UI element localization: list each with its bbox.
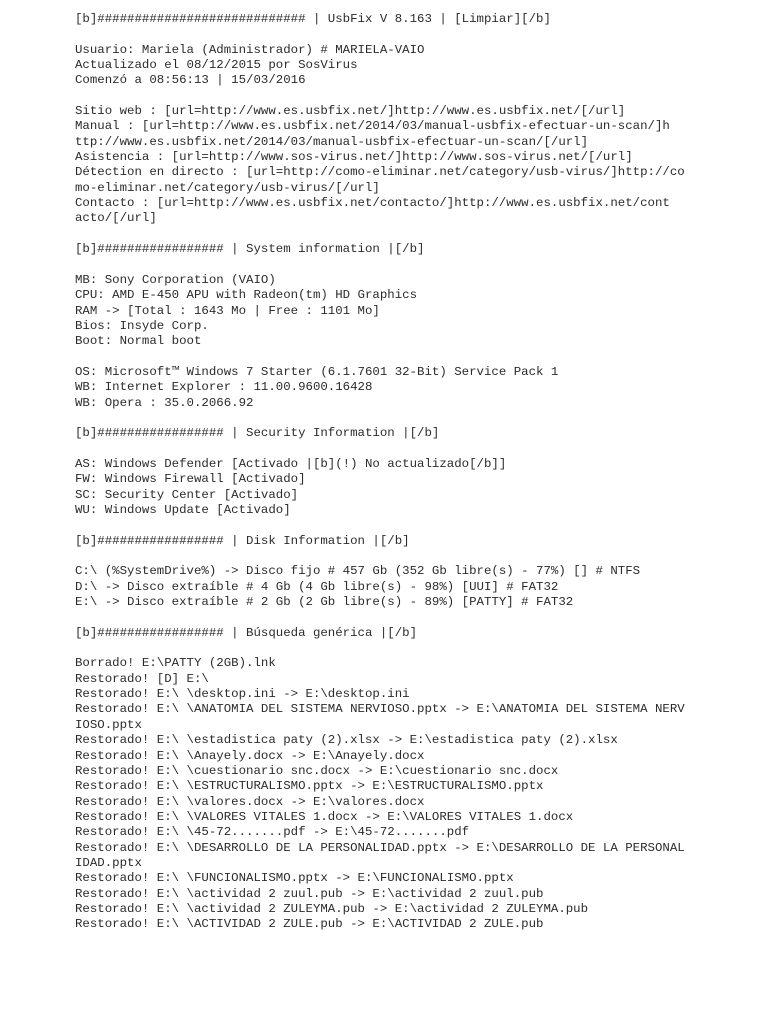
disk-line: C:\ (%SystemDrive%) -> Disco fijo # 457 Gb (352 Gb libre(s) - 77%) [] # NTFS (75, 564, 641, 579)
user-line: Usuario: Mariela (Administrador) # MARIELA-VAIO (75, 42, 425, 57)
search-line: Restorado! E:\ \45-72.......pdf -> E:\45-72.......pdf (75, 825, 470, 840)
system-line: MB: Sony Corporation (VAIO) (75, 272, 276, 287)
os-block (75, 365, 755, 411)
report-header: [b]############################ | UsbFix V 8.163 | [Limpiar][/b] (75, 12, 551, 26)
links-block (75, 104, 755, 227)
link-line: Manual : [url=http://www.es.usbfix.net/2014/03/manual-usbfix-efectuar-un-scan/]h (75, 119, 670, 134)
disk-block (75, 564, 755, 610)
security-line: WU: Windows Update [Activado] (75, 503, 291, 517)
spacer (75, 641, 755, 656)
search-line: Restorado! E:\ \desktop.ini -> E:\desktop.ini (75, 687, 410, 702)
spacer (75, 258, 755, 273)
started-line: Comenzó a 08:56:13 | 15/03/2016 (75, 73, 306, 88)
system-section-header: [b]################# | System information |[/b] (75, 242, 425, 257)
meta-block (75, 43, 755, 89)
search-line: Restorado! E:\ \ACTIVIDAD 2 ZULE.pub -> E:\ACTIVIDAD 2 ZULE.pub (75, 917, 544, 932)
system-line: CPU: AMD E-450 APU with Radeon(tm) HD Graphics (75, 288, 418, 303)
search-line: Restorado! E:\ \estadistica paty (2).xlsx -> E:\estadistica paty (2).xlsx (75, 733, 618, 748)
search-line: Restorado! E:\ \valores.docx -> E:\valores.docx (75, 794, 425, 809)
search-section-header: [b]################# | Búsqueda genérica |[/b] (75, 625, 418, 640)
link-line: acto/[/url] (75, 211, 157, 226)
system-line: Boot: Normal boot (75, 334, 202, 349)
link-line: ttp://www.es.usbfix.net/2014/03/manual-usbfix-efectuar-un-scan/[/url] (75, 134, 589, 149)
spacer (75, 27, 755, 42)
spacer (75, 89, 755, 104)
log-document (75, 12, 755, 933)
search-line: Restorado! E:\ \Anayely.docx -> E:\Anayely.docx (75, 748, 425, 763)
updated-line: Actualizado el 08/12/2015 por SosVirus (75, 58, 358, 73)
disk-section-header: [b]################# | Disk Information |[/b] (75, 533, 410, 548)
search-line: Restorado! E:\ \ANATOMIA DEL SISTEMA NERVIOSO.pptx -> E:\ANATOMIA DEL SISTEMA NERV (75, 702, 685, 717)
browser-line: WB: Internet Explorer : 11.00.9600.16428 (75, 380, 373, 395)
search-line: Restorado! E:\ \cuestionario snc.docx -> E:\cuestionario snc.docx (75, 763, 559, 778)
search-line: Restorado! E:\ \DESARROLLO DE LA PERSONALIDAD.pptx -> E:\DESARROLLO DE LA PERSONAL (75, 840, 685, 855)
spacer (75, 227, 755, 242)
link-line: Sitio web : [url=http://www.es.usbfix.net/]http://www.es.usbfix.net/[/url] (75, 104, 626, 119)
spacer (75, 442, 755, 457)
system-line: Bios: Insyde Corp. (75, 318, 209, 333)
search-line: Restorado! E:\ \FUNCIONALISMO.pptx -> E:\FUNCIONALISMO.pptx (75, 871, 514, 886)
search-line: Borrado! E:\PATTY (2GB).lnk (75, 656, 276, 671)
link-line: Contacto : [url=http://www.es.usbfix.net/contacto/]http://www.es.usbfix.net/cont (75, 196, 670, 211)
search-line: IDAD.pptx (75, 855, 142, 870)
spacer (75, 350, 755, 365)
search-line: Restorado! E:\ \ESTRUCTURALISMO.pptx -> E:\ESTRUCTURALISMO.pptx (75, 779, 544, 794)
spacer (75, 518, 755, 533)
link-line: Détection en directo : [url=http://como-eliminar.net/category/usb-virus/]http://co (75, 165, 685, 180)
search-line: IOSO.pptx (75, 717, 142, 732)
system-block (75, 273, 755, 350)
disk-line: E:\ -> Disco extraíble # 2 Gb (2 Gb libre(s) - 89%) [PATTY] # FAT32 (75, 595, 574, 610)
search-block (75, 656, 755, 932)
search-line: Restorado! [D] E:\ (75, 671, 209, 686)
link-line: Asistencia : [url=http://www.sos-virus.net/]http://www.sos-virus.net/[/url] (75, 150, 633, 165)
spacer (75, 411, 755, 426)
security-section-header: [b]################# | Security Information |[/b] (75, 426, 440, 441)
security-line: AS: Windows Defender [Activado |[b](!) No actualizado[/b]] (75, 456, 507, 471)
security-line: FW: Windows Firewall [Activado] (75, 472, 306, 487)
search-line: Restorado! E:\ \actividad 2 zuul.pub -> E:\actividad 2 zuul.pub (75, 886, 544, 901)
system-line: RAM -> [Total : 1643 Mo | Free : 1101 Mo] (75, 303, 380, 318)
spacer (75, 610, 755, 625)
spacer (75, 549, 755, 564)
search-line: Restorado! E:\ \VALORES VITALES 1.docx -> E:\VALORES VITALES 1.docx (75, 809, 574, 824)
security-line: SC: Security Center [Activado] (75, 487, 299, 502)
browser-line: WB: Opera : 35.0.2066.92 (75, 395, 254, 410)
security-block (75, 457, 755, 518)
search-line: Restorado! E:\ \actividad 2 ZULEYMA.pub -> E:\actividad 2 ZULEYMA.pub (75, 901, 589, 916)
link-line: mo-eliminar.net/category/usb-virus/[/url] (75, 180, 380, 195)
disk-line: D:\ -> Disco extraíble # 4 Gb (4 Gb libre(s) - 98%) [UUI] # FAT32 (75, 579, 559, 594)
os-line: OS: Microsoft™ Windows 7 Starter (6.1.7601 32-Bit) Service Pack 1 (75, 364, 559, 379)
